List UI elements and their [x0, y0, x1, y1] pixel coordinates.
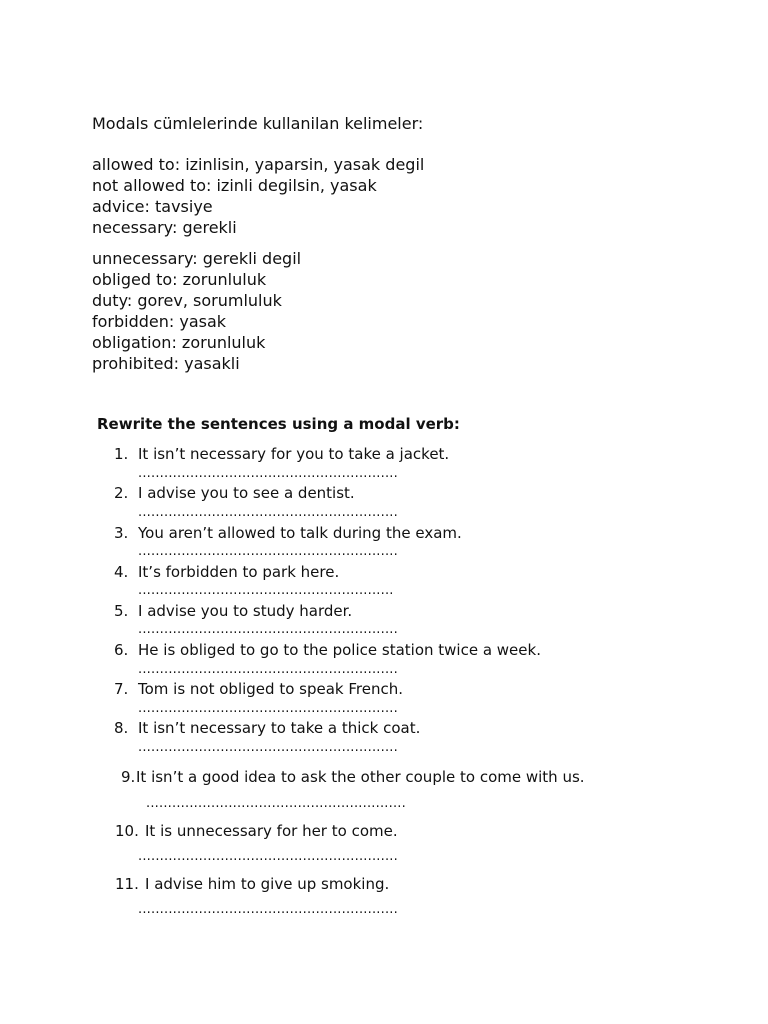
exercise-sentence: It isn’t a good idea to ask the other couple to come with us.	[136, 768, 585, 786]
answer-line[interactable]: ............................................................	[138, 544, 398, 559]
answer-line[interactable]: ............................................................	[138, 740, 398, 755]
vocab-item: advice: tavsiye	[92, 197, 213, 216]
vocab-item: necessary: gerekli	[92, 218, 237, 237]
answer-line[interactable]: ...........................................................	[138, 583, 394, 598]
exercise-sentence: I advise you to see a dentist.	[138, 484, 355, 502]
exercise-sentence: Tom is not obliged to speak French.	[138, 680, 403, 698]
vocab-item: not allowed to: izinli degilsin, yasak	[92, 176, 377, 195]
exercise-sentence: It is unnecessary for her to come.	[145, 822, 398, 840]
exercise-number: 1.	[114, 445, 129, 463]
exercise-number: 2.	[114, 484, 129, 502]
answer-line[interactable]: ............................................................	[138, 902, 398, 917]
exercise-number: 7.	[114, 680, 129, 698]
exercise-number: 8.	[114, 719, 129, 737]
exercise-sentence: It’s forbidden to park here.	[138, 563, 340, 581]
answer-line[interactable]: ............................................................	[146, 796, 406, 811]
vocab-item: duty: gorev, sorumluluk	[92, 291, 282, 310]
vocab-item: unnecessary: gerekli degil	[92, 249, 302, 268]
exercise-sentence: It isn’t necessary for you to take a jacket.	[138, 445, 450, 463]
page-title: Modals cümlelerinde kullanilan kelimeler:	[92, 114, 424, 133]
exercise-number: 6.	[114, 641, 129, 659]
vocab-item: allowed to: izinlisin, yaparsin, yasak degil	[92, 155, 425, 174]
exercise-sentence: I advise him to give up smoking.	[145, 875, 390, 893]
answer-line[interactable]: ............................................................	[138, 701, 398, 716]
answer-line[interactable]: ............................................................	[138, 622, 398, 637]
exercise-sentence: It isn’t necessary to take a thick coat.	[138, 719, 421, 737]
vocab-item: obliged to: zorunluluk	[92, 270, 267, 289]
answer-line[interactable]: ............................................................	[138, 662, 398, 677]
answer-line[interactable]: ............................................................	[138, 849, 398, 864]
exercise-heading: Rewrite the sentences using a modal verb:	[97, 415, 460, 433]
answer-line[interactable]: ............................................................	[138, 466, 398, 481]
exercise-number: 11.	[115, 875, 139, 893]
vocab-item: obligation: zorunluluk	[92, 333, 266, 352]
answer-line[interactable]: ............................................................	[138, 505, 398, 520]
exercise-number: 3.	[114, 524, 129, 542]
exercise-number: 4.	[114, 563, 129, 581]
vocab-item: prohibited: yasakli	[92, 354, 240, 373]
exercise-sentence: I advise you to study harder.	[138, 602, 353, 620]
exercise-number: 9.	[121, 768, 136, 786]
exercise-number: 10.	[115, 822, 139, 840]
exercise-sentence: You aren’t allowed to talk during the exam.	[138, 524, 462, 542]
exercise-sentence: He is obliged to go to the police station twice a week.	[138, 641, 541, 659]
exercise-number: 5.	[114, 602, 129, 620]
vocab-item: forbidden: yasak	[92, 312, 227, 331]
